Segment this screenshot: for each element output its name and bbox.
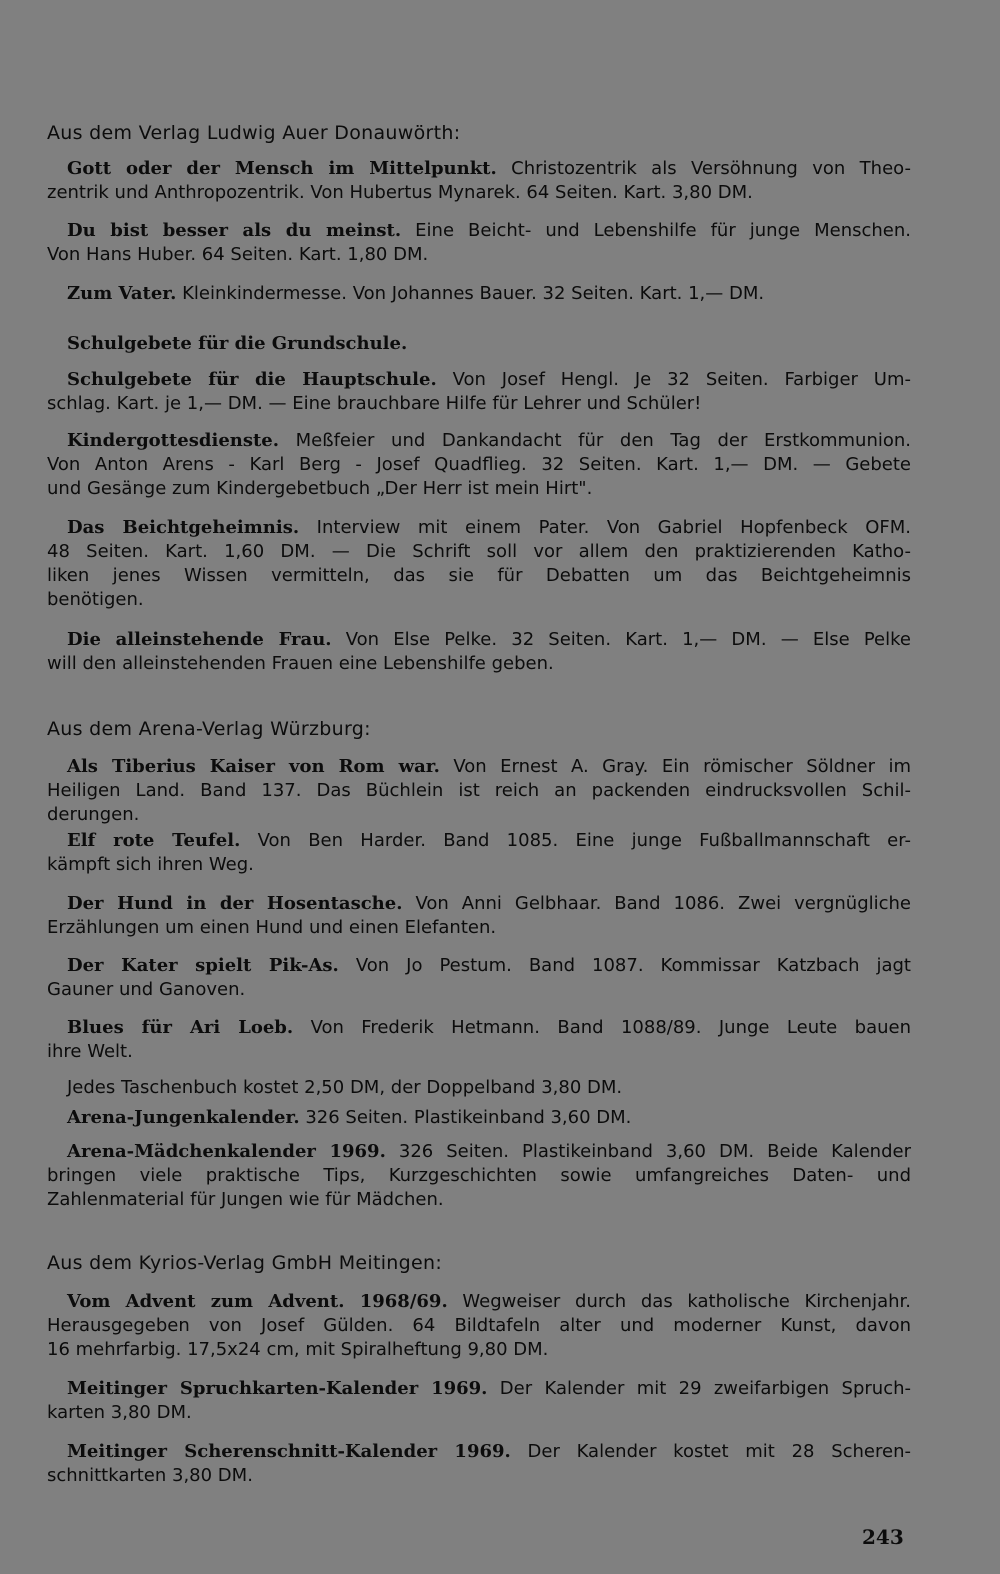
- entry-das-beichtgeheimnis: [47, 516, 911, 612]
- entry-title: Arena-Jungenkalender.: [67, 1107, 300, 1128]
- entry-text: Von Frederik Hetmann. Band 1088/89. Junge Leute bauen: [293, 1017, 911, 1038]
- entry-title: Elf rote Teufel.: [67, 830, 241, 851]
- entry-text: 326 Seiten. Plastikeinband 3,60 DM. Beide Kalender: [385, 1141, 911, 1162]
- entry-text: Gauner und Ganoven.: [47, 979, 246, 1000]
- entry-der-hund: [47, 892, 911, 940]
- entry-text: Meßfeier und Dankandacht für den Tag der Erstkommunion.: [279, 430, 911, 451]
- entry-title: Schulgebete für die Hauptschule.: [67, 369, 437, 390]
- entry-text: und Gesänge zum Kindergebetbuch „Der Herr ist mein Hirt".: [47, 478, 593, 499]
- entry-text: kämpft sich ihren Weg.: [47, 854, 254, 875]
- section-heading-auer: Aus dem Verlag Ludwig Auer Donauwörth:: [47, 122, 461, 144]
- entry-text: Von Ernest A. Gray. Ein römischer Söldner im: [439, 756, 911, 777]
- entry-text: karten 3,80 DM.: [47, 1402, 192, 1423]
- entry-taschenbuch-preis: [47, 1076, 911, 1100]
- entry-text: Herausgegeben von Josef Gülden. 64 Bildtafeln alter und moderner Kunst, davon: [47, 1315, 911, 1336]
- entry-kindergottesdienste: [47, 429, 911, 501]
- entry-text: Christozentrik als Versöhnung von Theo-: [496, 158, 911, 179]
- entry-title: Das Beichtgeheimnis.: [67, 517, 300, 538]
- entry-text: Von Anni Gelbhaar. Band 1086. Zwei vergnügliche: [402, 893, 911, 914]
- entry-text: 326 Seiten. Plastikeinband 3,60 DM.: [299, 1107, 632, 1128]
- entry-text: schlag. Kart. je 1,— DM. — Eine brauchbare Hilfe für Lehrer und Schüler!: [47, 393, 702, 414]
- entry-title: Meitinger Spruchkarten-Kalender 1969.: [67, 1378, 488, 1399]
- entry-title: Die alleinstehende Frau.: [67, 629, 332, 650]
- page-number: 243: [862, 1525, 904, 1549]
- entry-title: Schulgebete für die Grundschule.: [67, 333, 408, 354]
- entry-elf-rote-teufel: [47, 829, 911, 877]
- entry-title: Zum Vater.: [67, 283, 177, 304]
- entry-scherenschnitt-kalender: [47, 1440, 911, 1488]
- entry-text: Von Ben Harder. Band 1085. Eine junge Fußballmannschaft er-: [240, 830, 911, 851]
- entry-spruchkarten-kalender: [47, 1377, 911, 1425]
- entry-title: Blues für Ari Loeb.: [67, 1017, 294, 1038]
- entry-text: Interview mit einem Pater. Von Gabriel Hopfenbeck OFM.: [299, 517, 911, 538]
- entry-du-bist-besser: [47, 219, 911, 267]
- entry-text: Zahlenmaterial für Jungen wie für Mädchen.: [47, 1189, 444, 1210]
- entry-gott-oder-der-mensch: [47, 157, 911, 205]
- entry-text: Wegweiser durch das katholische Kirchenjahr.: [447, 1291, 911, 1312]
- entry-title: Arena-Mädchenkalender 1969.: [67, 1141, 386, 1162]
- entry-der-kater: [47, 954, 911, 1002]
- entry-text: 16 mehrfarbig. 17,5x24 cm, mit Spiralheftung 9,80 DM.: [47, 1339, 549, 1360]
- entry-title: Als Tiberius Kaiser von Rom war.: [67, 756, 440, 777]
- section-heading-arena: Aus dem Arena-Verlag Würzburg:: [47, 718, 371, 740]
- entry-text: benötigen.: [47, 589, 144, 610]
- entry-title: Meitinger Scherenschnitt-Kalender 1969.: [67, 1441, 511, 1462]
- entry-schulgebete-hauptschule: [47, 368, 911, 416]
- entry-text: ihre Welt.: [47, 1041, 133, 1062]
- entry-text: 48 Seiten. Kart. 1,60 DM. — Die Schrift soll vor allem den praktizierenden Katho-: [47, 541, 911, 562]
- entry-text: Von Jo Pestum. Band 1087. Kommissar Katzbach jagt: [338, 955, 911, 976]
- entry-title: Kindergottesdienste.: [67, 430, 280, 451]
- entry-text: Kleinkindermesse. Von Johannes Bauer. 32 Seiten. Kart. 1,— DM.: [176, 283, 765, 304]
- entry-text: zentrik und Anthropozentrik. Von Hubertus Mynarek. 64 Seiten. Kart. 3,80 DM.: [47, 182, 753, 203]
- entry-arena-maedchenkalender: [47, 1140, 911, 1212]
- entry-text: bringen viele praktische Tips, Kurzgeschichten sowie umfangreiches Daten- und: [47, 1165, 911, 1186]
- entry-text: Der Kalender kostet mit 28 Scheren-: [510, 1441, 911, 1462]
- entry-text: will den alleinstehenden Frauen eine Lebenshilfe geben.: [47, 653, 554, 674]
- entry-text: Heiligen Land. Band 137. Das Büchlein ist reich an packenden eindrucksvollen Schil-: [47, 780, 911, 801]
- entry-text: derungen.: [47, 804, 140, 825]
- entry-text: Von Anton Arens - Karl Berg - Josef Quadflieg. 32 Seiten. Kart. 1,— DM. — Gebete: [47, 454, 911, 475]
- entry-arena-jungenkalender: [47, 1106, 911, 1130]
- entry-text: Von Else Pelke. 32 Seiten. Kart. 1,— DM. — Else Pelke: [331, 629, 911, 650]
- entry-text: Von Hans Huber. 64 Seiten. Kart. 1,80 DM.: [47, 244, 429, 265]
- entry-schulgebete-grundschule: [47, 332, 911, 356]
- entry-text: schnittkarten 3,80 DM.: [47, 1465, 253, 1486]
- entry-text: Von Josef Hengl. Je 32 Seiten. Farbiger Um-: [436, 369, 911, 390]
- entry-vom-advent: [47, 1290, 911, 1362]
- entry-blues-fuer-ari-loeb: [47, 1016, 911, 1064]
- entry-text: Erzählungen um einen Hund und einen Elefanten.: [47, 917, 497, 938]
- entry-als-tiberius: [47, 755, 911, 827]
- entry-zum-vater: [47, 282, 911, 306]
- entry-title: Du bist besser als du meinst.: [67, 220, 402, 241]
- entry-text: Eine Beicht- und Lebenshilfe für junge Menschen.: [401, 220, 911, 241]
- entry-die-alleinstehende-frau: [47, 628, 911, 676]
- entry-title: Der Kater spielt Pik-As.: [67, 955, 339, 976]
- entry-text: Jedes Taschenbuch kostet 2,50 DM, der Doppelband 3,80 DM.: [67, 1077, 623, 1098]
- section-heading-kyrios: Aus dem Kyrios-Verlag GmbH Meitingen:: [47, 1252, 443, 1274]
- entry-text: Der Kalender mit 29 zweifarbigen Spruch-: [487, 1378, 911, 1399]
- entry-title: Der Hund in der Hosentasche.: [67, 893, 403, 914]
- entry-text: liken jenes Wissen vermitteln, das sie für Debatten um das Beichtgeheimnis: [47, 565, 911, 586]
- entry-title: Vom Advent zum Advent. 1968/69.: [67, 1291, 448, 1312]
- entry-title: Gott oder der Mensch im Mittelpunkt.: [67, 158, 497, 179]
